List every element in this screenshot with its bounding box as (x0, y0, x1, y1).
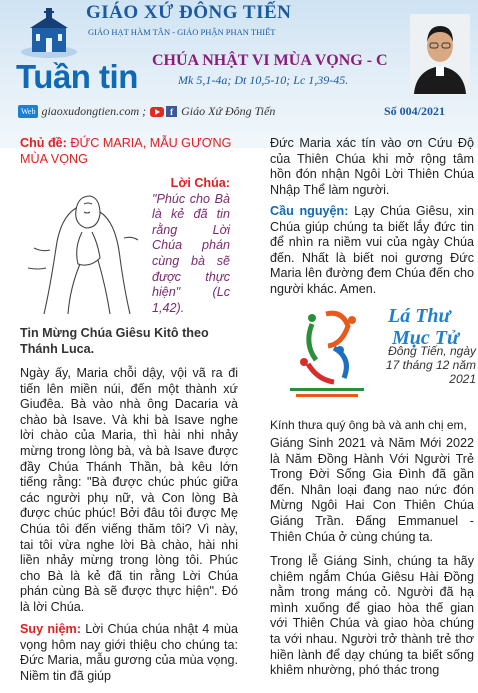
web-icon: Web (18, 105, 38, 118)
facebook-icon[interactable]: f (166, 106, 177, 117)
contact-row (18, 104, 275, 119)
youtube-icon[interactable] (150, 107, 164, 117)
church-icon (18, 6, 80, 58)
priest-portrait (410, 14, 470, 94)
facebook-page-name[interactable]: Giáo Xứ Đông Tiến (181, 104, 276, 118)
letter-greeting: Kính thưa quý ông bà và anh chị em, (270, 418, 467, 432)
letter-paragraph-1: Giáng Sinh 2021 và Năm Mới 2022 là Năm Đồng Hành Với Người Trẻ Trong Đời Sống Gia Đình đã gần đến. Nhân loại đang nao nức đón Mừng Ngôi Hai Con Thiên Chúa Giáng Trần. Đấng Emmanuel - Thiên Chúa ở cùng chúng ta. (270, 436, 474, 544)
reflection-block (20, 622, 238, 684)
reflection-label: Suy niệm: (20, 622, 81, 636)
gospel-title: Tin Mừng Chúa Giêsu Kitô theo Thánh Luca. (20, 326, 209, 356)
sunday-title: CHÚA NHẬT VI MÙA VỌNG - C (152, 52, 388, 69)
prayer-text: Lạy Chúa Giêsu, xin Chúa giúp chúng ta biết lắy đức tin để nhìn ra niềm vui của ngày Chúa đến. Nhất là biết noi gương Đức Maria lên đường đem Chúa đến cho người khác. Amen. (270, 204, 475, 296)
masthead-title: Tuần tin (16, 58, 138, 95)
readings-reference: Mk 5,1-4a; Dt 10,5-10; Lc 1,39-45. (178, 73, 349, 87)
gospel-text: Ngày ấy, Maria chỗi dậy, vội vã ra đi tiến lên miền núi, đến một thành xứ Giuđêa. Bà vào nhà ông Dacaria và chào bà Isave. Và khi bà Isave nghe lời chào của Maria, thì hài nhi nhảy mừng trong lòng bà, và bà Isave được đầy Chúa Thánh Thần, bà kêu lớn tiếng rằng: "Bà được chúc phúc giữa các người phụ nữ, và Con lòng Bà được chúc phúc! Bởi đâu tôi được Mẹ Chúa tôi đến viếng thăm tôi? Vì này, tai tôi vừa nghe lời Bà chào, hài nhi liền nhảy mừng trong lòng tôi. Phúc cho Bà là kẻ đã tin rằng Lời Chúa phán cùng Bà sẽ được thực hiện". Đó là lời Chúa. (20, 366, 238, 614)
prayer-block (270, 204, 474, 298)
praying-woman-illustration (20, 178, 150, 318)
letter-paragraph-2: Trong lễ Giáng Sinh, chúng ta hãy chiêm ngắm Chúa Giêsu Hài Đồng nằm trong máng cỏ. Người đã hạ mình xuống để giao hòa thế gian với Thiên Chúa và giao hòa chúng ta với nhau. Người trở thành trẻ thơ hiền lành để dạy chúng ta biết sống khiêm nhường, phó thác trong (270, 554, 474, 678)
theme-text: ĐỨC MARIA, MẪU GƯƠNG MÙA VỌNG (20, 136, 232, 166)
parish-name: GIÁO XỨ ĐÔNG TIẾN (86, 2, 292, 23)
issue-number: Số 004/2021 (384, 104, 446, 118)
letter-date: Đông Tiến, ngày 17 tháng 12 năm 2021 (385, 344, 476, 386)
youth-year-logo (282, 304, 372, 408)
header-banner (0, 0, 478, 148)
letter-title-line2: Mục Tử (392, 327, 459, 348)
word-quote: "Phúc cho Bà là kẻ đã tin rằng Lời Chúa phán cùng bà sẽ được thực hiện" (Lc 1,42). (152, 191, 230, 315)
parish-subtitle: GIÁO HẠT HÀM TÂN - GIÁO PHẬN PHAN THIẾT (88, 27, 276, 37)
website-link[interactable]: giaoxudongtien.com ; (41, 104, 147, 118)
word-label: Lời Chúa: (170, 176, 230, 190)
prayer-label: Cầu nguyện: (270, 204, 349, 218)
letter-title-graphic (384, 304, 476, 348)
word-of-god-block (152, 176, 230, 316)
letter-title-line1: Lá Thư (388, 305, 451, 327)
theme-block (20, 136, 238, 167)
reflection-continued: Đức Maria xác tín vào ơn Cứu Độ của Thiên Chúa khi mở rộng tâm hồn đón nhận Ngôi Lời Thiên Chúa Nhập Thể làm người. (270, 136, 474, 197)
reflection-text: Lời Chúa chúa nhật 4 mùa vọng hôm nay giới thiệu cho chúng ta: Đức Maria, mẫu gương của mùa vọng. Niềm tin đã giúp (20, 622, 238, 683)
theme-label: Chủ đề: (20, 136, 67, 150)
